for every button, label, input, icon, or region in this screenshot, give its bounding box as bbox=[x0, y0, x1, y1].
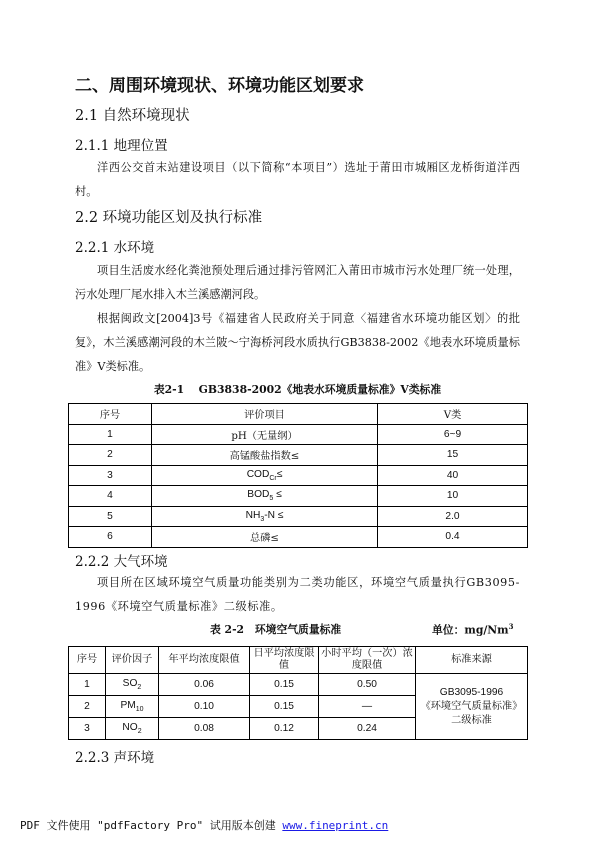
row-number: 3 bbox=[69, 465, 152, 486]
evaluation-item: 高锰酸盐指数≤ bbox=[152, 445, 378, 466]
row-number: 4 bbox=[69, 486, 152, 507]
footer-text: PDF 文件使用 "pdfFactory Pro" 试用版本创建 bbox=[20, 819, 283, 832]
pdf-footer bbox=[20, 817, 388, 833]
table1-caption: 表2-1 GB3838-2002《地表水环境质量标准》V类标准 bbox=[153, 383, 442, 396]
row-number: 2 bbox=[69, 445, 152, 466]
annual-limit: 0.10 bbox=[159, 696, 250, 718]
table-row bbox=[69, 674, 528, 696]
air-standard-table bbox=[68, 646, 528, 740]
paragraph-water-2: 根据闽政文[2004]3号《福建省人民政府关于同意〈福建省水环境功能区划〉的批复》，木兰溪感潮河段的木兰陂～宁海桥河段水质执行GB3838-2002《地表水环境质量标准》V类标准。 bbox=[75, 312, 520, 373]
hourly-limit: — bbox=[319, 696, 416, 718]
table-row bbox=[69, 506, 528, 527]
subsection-heading-2-1-1: 2.1.1 地理位置 bbox=[75, 138, 168, 154]
water-standard-table bbox=[68, 403, 528, 548]
paragraph-water-1: 项目生活废水经化粪池预处理后通过排污管网汇入莆田市城市污水处理厂统一处理，污水处理厂尾水排入木兰溪感潮河段。 bbox=[75, 264, 520, 301]
section-heading: 二、周围环境现状、环境功能区划要求 bbox=[75, 76, 364, 96]
pollutant-factor: $PM_{10}$ bbox=[106, 696, 159, 718]
table-row bbox=[69, 527, 528, 548]
row-number: 1 bbox=[69, 424, 152, 445]
table-row bbox=[69, 424, 528, 445]
row-number: 2 bbox=[69, 696, 106, 718]
table-header-row bbox=[69, 404, 528, 425]
hourly-limit: 0.24 bbox=[319, 718, 416, 740]
evaluation-item: pH（无量纲） bbox=[152, 424, 378, 445]
row-number: 1 bbox=[69, 674, 106, 696]
pollutant-factor: $NO_2$ bbox=[106, 718, 159, 740]
daily-limit: 0.15 bbox=[250, 674, 319, 696]
table-header-cell: 年平均浓度限值 bbox=[159, 647, 250, 674]
table-row bbox=[69, 465, 528, 486]
daily-limit: 0.15 bbox=[250, 696, 319, 718]
table-row bbox=[69, 445, 528, 466]
limit-value: 15 bbox=[378, 445, 528, 466]
pollutant-factor: $SO_2$ bbox=[106, 674, 159, 696]
evaluation-item: 总磷≤ bbox=[152, 527, 378, 548]
row-number: 3 bbox=[69, 718, 106, 740]
limit-value: 2.0 bbox=[378, 506, 528, 527]
limit-value: 6~9 bbox=[378, 424, 528, 445]
row-number: 6 bbox=[69, 527, 152, 548]
table-header-cell: V类 bbox=[378, 404, 528, 425]
table-header-cell: 序号 bbox=[69, 404, 152, 425]
subsection-heading-2-2-2: 2.2.2 大气环境 bbox=[75, 554, 168, 570]
table2-unit: 单位：mg/Nm$^3$ bbox=[432, 622, 514, 637]
table-header-cell: 评价项目 bbox=[152, 404, 378, 425]
table-row bbox=[69, 486, 528, 507]
subsection-heading-2-2-1: 2.2.1 水环境 bbox=[75, 240, 155, 256]
evaluation-item: $BOD_5$ ≤ bbox=[152, 486, 378, 507]
table2-caption: 表 2-2 环境空气质量标准 bbox=[210, 623, 342, 636]
limit-value: 40 bbox=[378, 465, 528, 486]
subsection-heading-2-2: 2.2 环境功能区划及执行标准 bbox=[75, 210, 263, 226]
annual-limit: 0.08 bbox=[159, 718, 250, 740]
standard-source: GB3095-1996 《环境空气质量标准》 二级标准 bbox=[416, 674, 528, 740]
hourly-limit: 0.50 bbox=[319, 674, 416, 696]
subsection-heading-2-2-3: 2.2.3 声环境 bbox=[75, 750, 155, 766]
table-header-cell: 小时平均（一次）浓度限值 bbox=[319, 647, 416, 674]
table-header-cell: 评价因子 bbox=[106, 647, 159, 674]
limit-value: 0.4 bbox=[378, 527, 528, 548]
table-header-cell: 序号 bbox=[69, 647, 106, 674]
paragraph-location: 洋西公交首末站建设项目（以下简称“本项目”）选址于莆田市城厢区龙桥街道洋西村。 bbox=[75, 161, 520, 198]
row-number: 5 bbox=[69, 506, 152, 527]
paragraph-air: 项目所在区域环境空气质量功能类别为二类功能区，环境空气质量执行GB3095-1996《环境空气质量标准》二级标准。 bbox=[75, 576, 520, 613]
table-header-row bbox=[69, 647, 528, 674]
subsection-heading-2-1: 2.1 自然环境现状 bbox=[75, 108, 190, 124]
daily-limit: 0.12 bbox=[250, 718, 319, 740]
evaluation-item: $NH_3-N$ ≤ bbox=[152, 506, 378, 527]
annual-limit: 0.06 bbox=[159, 674, 250, 696]
table-header-cell: 标准来源 bbox=[416, 647, 528, 674]
footer-link[interactable]: www.fineprint.cn bbox=[282, 819, 389, 832]
limit-value: 10 bbox=[378, 486, 528, 507]
evaluation-item: $COD_{Cr}\le$ bbox=[152, 465, 378, 486]
table-header-cell: 日平均浓度限值 bbox=[250, 647, 319, 674]
